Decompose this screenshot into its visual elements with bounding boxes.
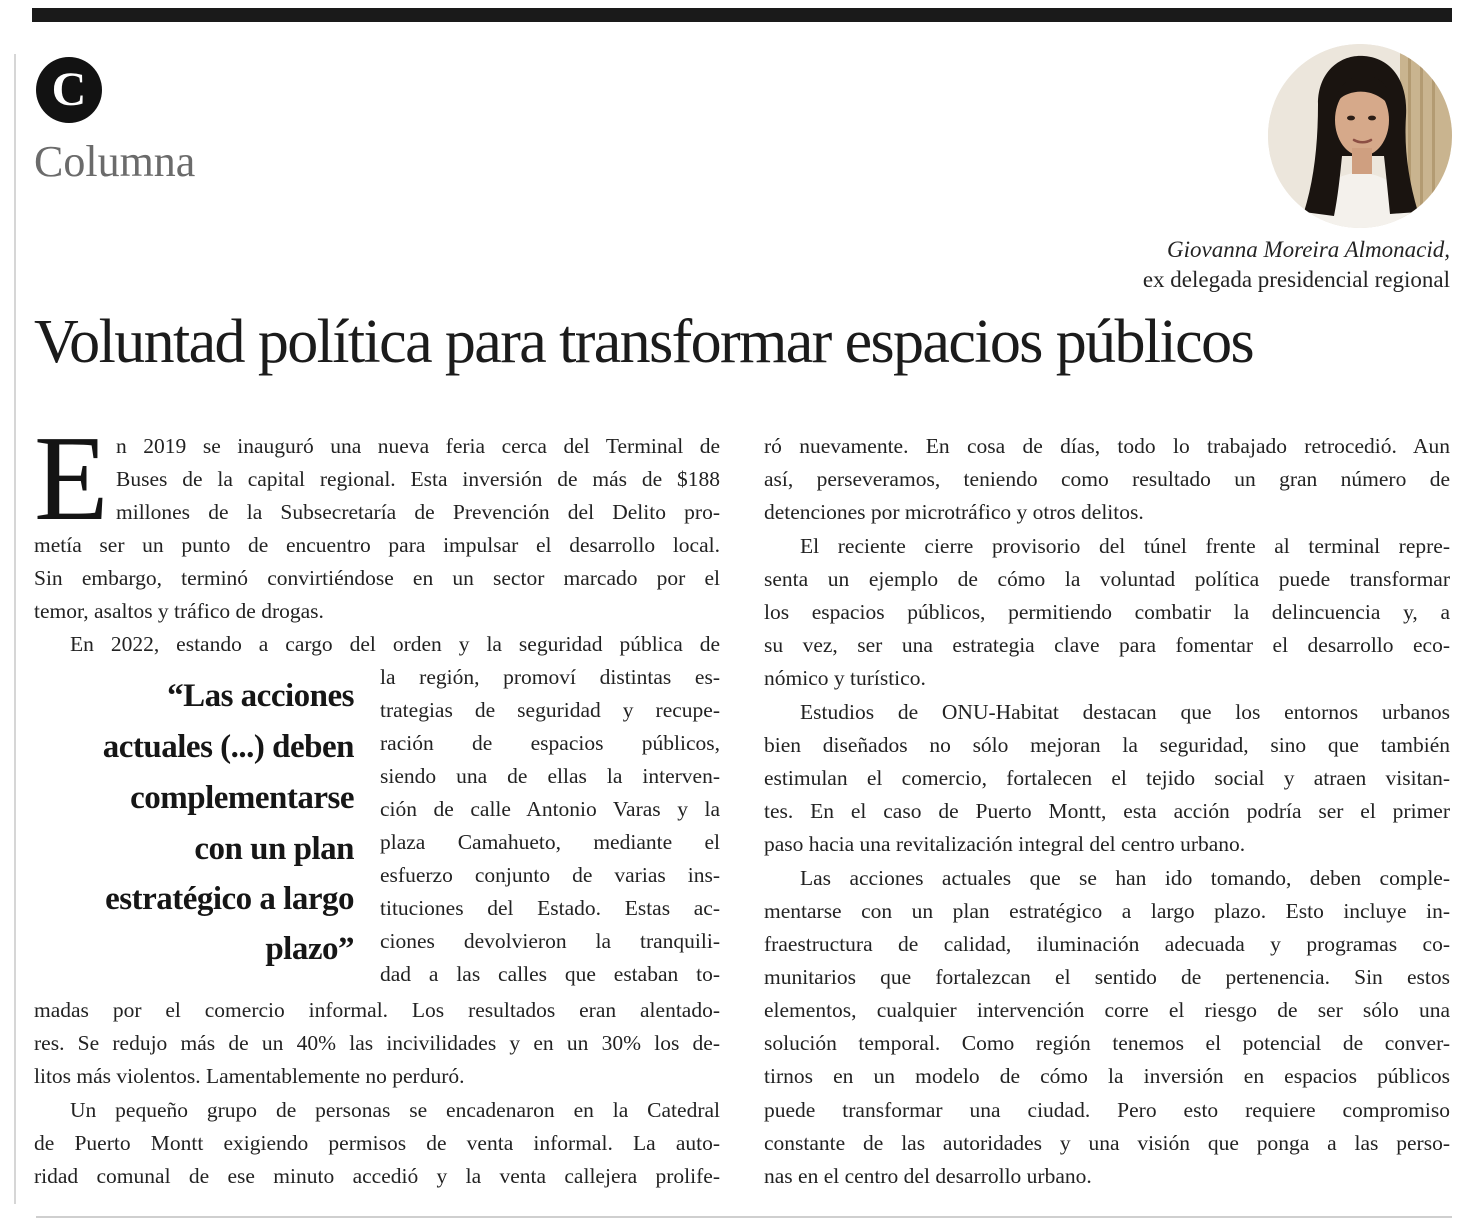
author-portrait-illustration [1268, 44, 1452, 228]
body-line: estimulan el comercio, fortalecen el tejido social y atraen visitan- [764, 766, 1450, 790]
body-line: constante de las autoridades y una visión que ponga a las perso- [764, 1131, 1450, 1155]
author-photo [1268, 44, 1452, 228]
body-line: nas en el centro del desarrollo urbano. [764, 1164, 1092, 1188]
body-line: litos más violentos. Lamentablemente no perduró. [34, 1064, 465, 1088]
body-line: madas por el comercio informal. Los resultados eran alentado- [34, 998, 720, 1022]
body-line: res. Se redujo más de un 40% las incivilidades y en un 30% los de- [34, 1031, 720, 1055]
body-line: En 2022, estando a cargo del orden y la seguridad pública de [70, 632, 720, 656]
body-line: bien diseñados no sólo mejoran la seguridad, sino que también [764, 733, 1450, 757]
body-line: ración de espacios públicos, [380, 731, 720, 755]
body-line: detenciones por microtráfico y otros delitos. [764, 500, 1144, 524]
left-rule [14, 54, 16, 1204]
section-label: Columna [34, 137, 196, 186]
body-line: ró nuevamente. En cosa de días, todo lo trabajado retrocedió. Aun [764, 434, 1450, 458]
body-line: siendo una de ellas la interven- [380, 764, 720, 788]
pull-quote-line: “Las acciones [167, 678, 354, 714]
body-line: esfuerzo conjunto de varias ins- [380, 863, 720, 887]
bottom-rule [36, 1216, 1452, 1218]
body-line: los espacios públicos, permitiendo combatir la delincuencia y, a [764, 600, 1450, 624]
body-line: Las acciones actuales que se han ido tomando, deben comple- [800, 866, 1450, 890]
pull-quote-line: estratégico a largo [105, 881, 354, 917]
body-line: ción de calle Antonio Varas y la [380, 797, 720, 821]
pull-quote-line: actuales (...) deben [102, 729, 354, 765]
body-line: solución temporal. Como región tenemos el potencial de conver- [764, 1031, 1450, 1055]
body-line: ridad comunal de ese minuto accedió y la venta callejera prolife- [34, 1164, 720, 1188]
body-line: Estudios de ONU-Habitat destacan que los entornos urbanos [800, 700, 1450, 724]
top-rule [32, 8, 1452, 22]
body-line: ciones devolvieron la tranquili- [380, 929, 720, 953]
body-line: nómico y turístico. [764, 666, 926, 690]
body-line: munitarios que fortalezcan el sentido de pertenencia. Sin estos [764, 965, 1450, 989]
body-line: Buses de la capital regional. Esta inversión de más de $188 [116, 467, 720, 491]
body-line: El reciente cierre provisorio del túnel frente al terminal repre- [800, 534, 1450, 558]
body-line: trategias de seguridad y recupe- [380, 698, 720, 722]
body-line: elementos, cualquier intervención corre el riesgo de ser sólo una [764, 998, 1450, 1022]
headline: Voluntad política para transformar espacios públicos [34, 308, 1254, 376]
body-line: de Puerto Montt exigiendo permisos de venta informal. La auto- [34, 1131, 720, 1155]
body-line: millones de la Subsecretaría de Prevención del Delito pro- [116, 500, 720, 524]
body-line: puede transformar una ciudad. Pero esto requiere compromiso [764, 1098, 1450, 1122]
pull-quote-line: con un plan [194, 831, 354, 867]
body-line: paso hacia una revitalización integral del centro urbano. [764, 832, 1246, 856]
body-line: n 2019 se inauguró una nueva feria cerca del Terminal de [116, 434, 720, 458]
body-line: tirnos en un modelo de cómo la inversión en espacios públicos [764, 1064, 1450, 1088]
body-line: fraestructura de calidad, iluminación adecuada y programas co- [764, 932, 1450, 956]
column-badge: C [36, 57, 102, 123]
body-line: senta un ejemplo de cómo la voluntad política puede transformar [764, 567, 1450, 591]
body-line: tes. En el caso de Puerto Montt, esta acción podría ser el primer [764, 799, 1450, 823]
pull-quote-line: complementarse [130, 780, 354, 816]
author-role: ex delegada presidencial regional [1142, 267, 1450, 292]
author-name: Giovanna Moreira Almonacid, [1167, 237, 1450, 262]
body-line: plaza Camahueto, mediante el [380, 830, 720, 854]
body-line: Un pequeño grupo de personas se encadenaron en la Catedral [70, 1098, 720, 1122]
body-line: así, perseveramos, teniendo como resultado un gran número de [764, 467, 1450, 491]
pull-quote-line: plazo” [265, 931, 354, 967]
body-line: la región, promoví distintas es- [380, 665, 720, 689]
body-line: tituciones del Estado. Estas ac- [380, 896, 720, 920]
body-line: mentarse con un plan estratégico a largo plazo. Esto incluye in- [764, 899, 1450, 923]
body-line: Sin embargo, terminó convirtiéndose en un sector marcado por el [34, 566, 720, 590]
body-line: su vez, ser una estrategia clave para fomentar el desarrollo eco- [764, 633, 1450, 657]
drop-cap: E [34, 433, 109, 525]
body-line: dad a las calles que estaban to- [380, 962, 720, 986]
body-line: metía ser un punto de encuentro para impulsar el desarrollo local. [34, 533, 720, 557]
body-line: temor, asaltos y tráfico de drogas. [34, 599, 324, 623]
